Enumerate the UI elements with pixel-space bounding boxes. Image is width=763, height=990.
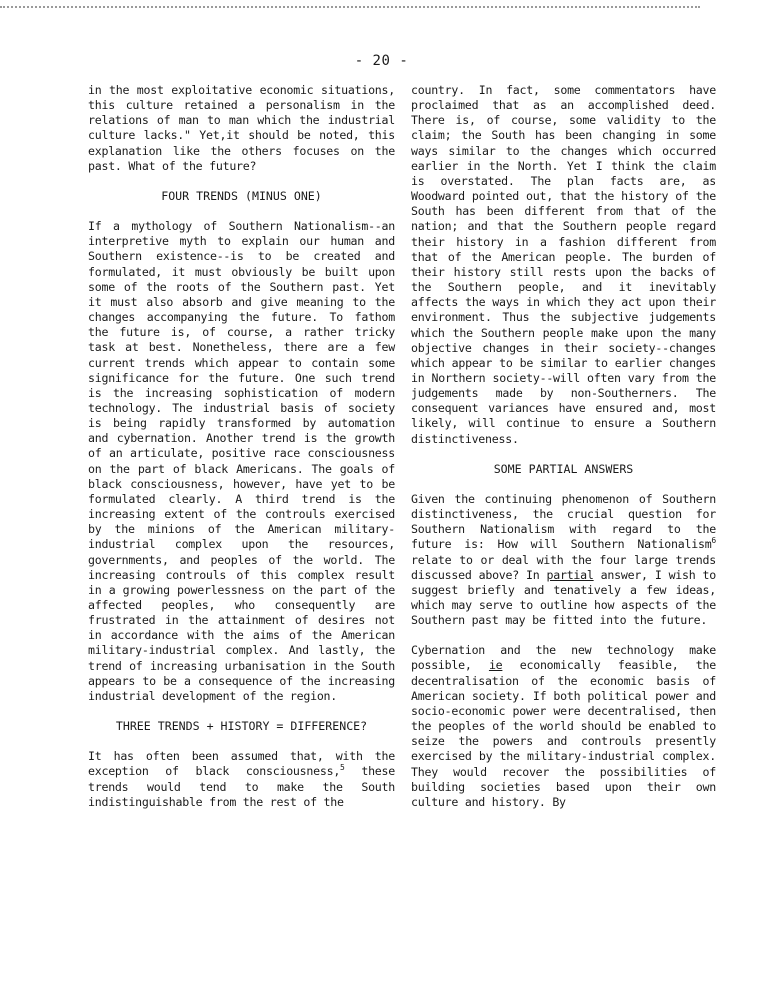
underlined-word: partial	[546, 567, 594, 582]
text-run: Cybernation and the new technology make possible,	[411, 643, 716, 673]
paragraph	[411, 643, 716, 810]
paragraph: in the most exploitative economic situations, this culture retained a personalism in the relations of man to man which the industrial culture lacks." Yet,it should be noted, this explanation like the others focuses on the past. What of the future?	[88, 83, 395, 173]
footnote-marker: 5	[340, 763, 345, 773]
text-run: Given the continuing phenomenon of Southern distinctiveness, the crucial question for Southern Nationalism with regard to the future is: How will Southern Nationalism	[411, 491, 716, 552]
section-heading-four-trends: FOUR TRENDS (MINUS ONE)	[161, 188, 322, 203]
text-run: economically feasible, the decentralisation of the economic basis of American society. If both political power and socio-economic power were decentralised, then the peoples of the world should be enabled to seize the powers and controuls presently exercised by the military-industrial complex. They would recover the possibilities of building societies based upon their own culture and history. By	[411, 658, 716, 809]
paragraph: If a mythology of Southern Nationalism--an interpretive myth to explain our human and Southern existence--is to be created and formulated, it must obviously be built upon some of the roots of the Southern past. Yet it must also absorb and give meaning to the changes accompanying the future. To fathom the future is, of course, a rather tricky task at best. Nonetheless, there are a few current trends which appear to contain some significance for the future. One such trend is the increasing sophistication of modern technology. The industrial basis of society is being rapidly transformed by automation and cybernation. Another trend is the growth of an articulate, positive race consciousness on the part of black Americans. The goals of black consciousness, however, have yet to be formulated clearly. A third trend is the increasing extent of the controuls exercised by the minions of the American military-industrial complex upon the resources, governments, and peoples of the world. The increasing controuls of this complex result in a growing powerlessness on the part of the affected peoples, who consequently are frustrated in the attainment of desires not in accordance with the aims of the American military-industrial complex. And lastly, the trend of increasing urbanisation in the South appears to be a consequence of the increasing industrial development of the region.	[88, 219, 395, 703]
left-column	[88, 83, 395, 810]
right-column	[411, 83, 716, 810]
paragraph: country. In fact, some commentators have proclaimed that as an accomplished deed. There is, of course, some validity to the claim; the South has been changing in some ways similar to the changes which occurred earlier in the North. Yet I think the claim is overstated. The plan facts are, as Woodward pointed out, that the history of the South has been different from that of the nation; and that the Southern people regard their history in a fashion different from that of the American people. The burden of their history still rests upon the backs of the Southern people, and it inevitably affects the ways in which they act upon their environment. Thus the subjective judgements which the Southern people make upon the many objective changes in their society--changes which appear to be similar to earlier changes in Northern society--will often vary from the judgements made by non-Southerners. The consequent variances have ensured and, most likely, will continue to ensure a Southern distinctiveness.	[411, 83, 716, 446]
page-number: - 20 -	[354, 53, 409, 69]
section-heading-partial-answers: SOME PARTIAL ANSWERS	[493, 461, 634, 476]
section-heading-three-trends: THREE TRENDS + HISTORY = DIFFERENCE?	[115, 719, 368, 734]
text-run: answer, I wish to suggest briefly and tenatively a few ideas, which may serve to outline how aspects of the Southern past may be fitted into the future.	[411, 567, 716, 628]
text-run: relate to or deal with the four large trends discussed above? In	[411, 552, 716, 582]
paragraph	[411, 492, 716, 628]
paragraph	[88, 749, 395, 810]
footnote-marker: 6	[711, 536, 716, 546]
text-run: It has often been assumed that, with the exception of black consciousness,	[88, 749, 395, 779]
top-dotted-rule	[0, 6, 700, 8]
underlined-word: ie	[488, 658, 503, 673]
text-run: these trends would tend to make the South indistinguishable from the rest of the	[88, 764, 395, 809]
